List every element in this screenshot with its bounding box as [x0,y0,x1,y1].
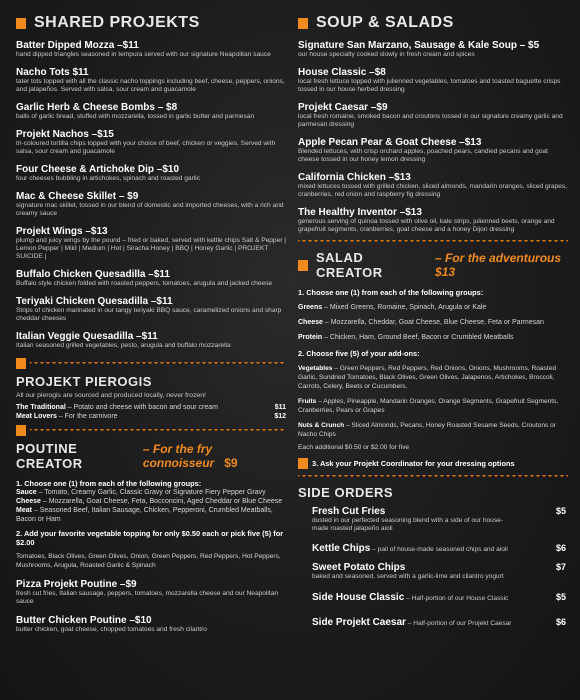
item-name: Sweet Potato Chips [312,562,406,573]
item-name: Side House Classic [312,592,405,603]
pierogis-header [16,374,286,389]
menu-item [298,172,568,199]
item-description: – pail of house-made seasoned chips and aioli [370,546,508,553]
item-description: Strips of chicken marinated in our tangy teriyaki BBQ sauce, caramelized onions and sharp cheddar cheeses [16,307,282,322]
salad-builder [298,288,568,452]
item-label: Meat Lovers [16,413,57,420]
item-name: Nacho Tots $11 [16,67,89,78]
pierogis-intro: All our pierogis are sourced and produced locally, never frozen! [16,392,206,399]
menu-item [312,562,566,581]
arrow-divider-icon [30,362,286,366]
item-name: Apple Pecan Pear & Goat Cheese –$13 [298,137,482,148]
item-description: balls of garlic bread, stuffed with mozzarella, tossed in garlic butter and parmesan [16,113,255,120]
option-values: – Seasoned Beef, Italian Sausage, Chicken, Pepperoni, Crumbled Meatballs, Bacon or Ham [16,507,273,523]
step-one: 1. Choose one (1) from each of the following groups: [298,288,484,297]
option-values: – Chicken, Ham, Ground Beef, Bacon or Crumbled Meatballs [322,334,514,341]
item-name: House Classic –$8 [298,67,386,78]
item-description: – Potato and cheese with bacon and sour cream [65,404,218,411]
item-price: $5 [555,592,566,602]
veggie-options: Tomatoes, Black Olives, Green Olives, Onion, Green Peppers, Red Peppers, Hot Peppers, Mushrooms, Arugula, Roasted Garlic & Spinach [16,553,281,569]
item-name: Fresh Cut Fries [312,506,386,517]
option-label: Fruits [298,398,317,405]
item-description: hand dipped triangles seasoned in tempura served with our signature Neapolitan sauce [16,51,271,58]
item-name: The Healthy Inventor –$13 [298,207,422,218]
pierogi-item [16,412,286,421]
item-description: signature mac skillet, tossed in our blend of domestic and imported cheeses, with a rich and creamy sauce [16,202,284,217]
menu-item [16,40,286,59]
item-price: $7 [555,562,566,572]
orange-square-icon [298,458,308,469]
menu-item [16,129,286,156]
item-description: fresh cut fries, Italian sausage, peppers, tomatoes, mozzarella cheese and our Neapolitan sauce [16,590,279,605]
option-values: – Mixed Greens, Romaine, Spinach, Arugula or Kale [322,304,487,311]
step-three-row [298,458,568,469]
side-orders-list [298,506,568,630]
option-label: Vegetables [298,365,333,372]
item-description: baked and seasoned, served with a garlic-lime and cilantro yogurt [312,573,504,580]
orange-square-icon [16,358,26,369]
item-name: Garlic Herb & Cheese Bombs – $8 [16,102,178,113]
item-description: – For the carnivore [56,413,118,420]
item-name: Projekt Wings –$13 [16,226,108,237]
option-label: Cheese [298,319,323,326]
menu-item [16,164,286,183]
option-label: Nuts & Crunch [298,422,345,429]
arrow-divider-icon [30,429,286,433]
section-divider [298,475,568,479]
item-name: Projekt Nachos –$15 [16,129,114,140]
step-one: 1. Choose one (1) from each of the following groups: [16,479,202,488]
item-description: tri-coloured tortilla chips topped with your choice of beef, chicken or veggies. Served with salsa, sour cream and guacamole [16,140,276,155]
item-name: Butter Chicken Poutine –$10 [16,615,152,626]
menu-item [298,40,568,59]
menu-item [312,587,566,605]
section-price: $9 [224,456,238,470]
menu-item [16,269,286,288]
item-description: butter chicken, goat cheese, chopped tomatoes and fresh cilantro [16,626,207,633]
shared-projekts-list [16,40,286,350]
item-name: California Chicken –$13 [298,172,411,183]
menu-item [16,226,286,261]
item-description: Blended lettuces, with crisp orchard apples, poached pears, candied pecans and goat cheese tossed in our honey lemon dressing [298,148,548,163]
option-values: – Sliced Almonds, Pecans, Honey Roasted Sesame Seeds, Croutons or Nacho Chips [298,422,557,438]
item-label: The Traditional [16,404,66,411]
item-description: tater tots topped with all the classic nacho toppings including beef, cheese, peppers, onions, and jalapeños. Served with salsa, sour cream and guacamole [16,78,285,93]
option-values: – Tomato, Creamy Garlic, Classic Gravy or Signature Fiery Pepper Gravy [36,489,266,496]
orange-square-icon [298,18,308,29]
item-name: Teriyaki Chicken Quesadilla –$11 [16,296,173,307]
item-description: generous serving of quinoa tossed with olive oil, kale strips, julienned beets, orange and grapefruit segments, cranberries, goat cheese and a honey Dijon dressing [298,218,555,233]
shared-projekts-header [16,14,286,32]
item-name: Buffalo Chicken Quesadilla –$11 [16,269,170,280]
menu-item [298,137,568,164]
menu-item [16,296,286,323]
item-price: $12 [274,413,286,420]
section-title: PROJEKT PIEROGIS [16,374,152,389]
option-values: – Mozzarella, Cheddar, Goat Cheese, Blue Cheese, Feta or Parmesan [322,319,544,326]
item-description: our house specialty cooked slowly in fresh cream and spices [298,51,475,58]
option-values: – Green Peppers, Red Peppers, Red Onions, Onions, Mushrooms, Roasted Garlic, Sundried Tomatoes, Black Olives, Green Olives, Jalapenos, Artichokes, Broccoli, Carrots, Celery, Beets or Cucumbers. [298,365,557,390]
poutine-builder [16,479,286,570]
right-column [298,0,568,630]
menu-item [298,102,568,129]
item-name: Kettle Chips [312,543,371,554]
option-values: – Mozzarella, Goat Cheese, Feta, Bocconcini, Aged Cheddar or Blue Cheese [40,498,283,505]
menu-item [16,191,286,218]
menu-item [298,67,568,94]
item-description: local fresh lettuce topped with julienned vegetables, tomatoes and toasted baguette crisps tossed in our house herbed dressing [298,78,561,93]
item-description: – Half-portion of our Projekt Caesar [405,620,512,627]
step-two: 2. Choose five (5) of your add-ons: [298,349,420,358]
pierogi-item [16,403,286,412]
option-label: Sauce [16,489,37,496]
item-description: four cheeses bubbling in artichokes, spinach and roasted garlic [16,175,201,182]
section-divider [298,240,568,244]
section-tagline: – For the adventurous $13 [435,251,562,279]
item-description: plump and juicy wings by the pound – fried or baked, served with kettle chips Salt & Pepper | Lemon Pepper | Mild | Medium | Hot | Siracha Honey | BBQ | Honey Garlic | PROJEKT SUICIDE | [16,237,287,260]
option-label: Cheese [16,498,41,505]
arrow-divider-icon [298,240,568,244]
section-divider [16,425,286,436]
item-description: Italian seasoned grilled vegetables, pesto, arugula and buffalo mozzarella [16,342,231,349]
menu-item [312,612,566,630]
item-name: Pizza Projekt Poutine –$9 [16,579,137,590]
option-label: Meat [16,507,32,514]
left-column [16,0,286,634]
section-title: SHARED PROJEKTS [34,14,200,31]
section-title: SIDE ORDERS [298,485,394,500]
menu-item [298,207,568,234]
menu-item [16,102,286,121]
orange-square-icon [298,260,308,271]
menu-item [16,579,286,606]
section-divider [16,358,286,369]
section-tagline: – For the fry connoisseur [142,442,215,470]
step-two: 2. Add your favorite vegetable topping for only $0.50 each or pick five (5) for $2.00 [16,529,284,547]
item-description: dusted in our perfected seasoning blend with a side of our house-made roasted jalapeño aioli [312,517,503,532]
option-label: Protein [298,334,323,341]
item-price: $5 [555,506,566,516]
side-orders-header [298,485,568,500]
orange-square-icon [16,18,26,29]
step-three: 3. Ask your Projekt Coordinator for your dressing options [312,459,515,468]
item-price: $6 [555,543,566,553]
arrow-divider-icon [298,475,568,479]
menu-item [16,67,286,94]
menu-item [16,615,286,634]
section-title: SOUP & SALADS [316,14,454,31]
orange-square-icon [16,425,26,436]
item-description: mixed lettuces tossed with grilled chicken, sliced almonds, mandarin oranges, sliced grapes, cranberries, red onion and raspberry fig dressing [298,183,568,198]
soup-salads-list [298,40,568,234]
salad-creator-header [298,250,568,280]
section-title: SALAD CREATOR [316,250,383,280]
item-name: Italian Veggie Quesadilla –$11 [16,331,158,342]
menu-item [16,331,286,350]
option-values: – Apples, Pineapple, Mandarin Oranges, Orange Segments, Grapefruit Segments, Cranberries, Pears or Grapes [298,398,559,414]
item-description: local fresh romaine, smoked bacon and croutons tossed in our signature creamy garlic and parmesan dressing [298,113,563,128]
item-price: $6 [555,617,566,627]
item-description: Buffalo style chicken folded with roasted peppers, tomatoes, arugula and jacked cheese [16,280,273,287]
section-title: POUTINE CREATOR [16,441,83,471]
item-name: Batter Dipped Mozza –$11 [16,40,139,51]
menu-item [312,538,566,556]
option-label: Greens [298,304,323,311]
item-name: Side Projekt Caesar [312,617,406,628]
item-name: Projekt Caesar –$9 [298,102,388,113]
item-description: – Half-portion of our House Classic [404,595,509,602]
soup-salads-header [298,14,568,32]
poutine-header [16,441,286,471]
item-name: Mac & Cheese Skillet – $9 [16,191,139,202]
item-name: Four Cheese & Artichoke Dip –$10 [16,164,180,175]
item-price: $11 [274,404,286,411]
item-name: Signature San Marzano, Sausage & Kale Soup – $5 [298,40,540,51]
menu-item [312,506,566,533]
extra-pricing: Each additional $0.50 or $2.00 for five [298,444,410,451]
